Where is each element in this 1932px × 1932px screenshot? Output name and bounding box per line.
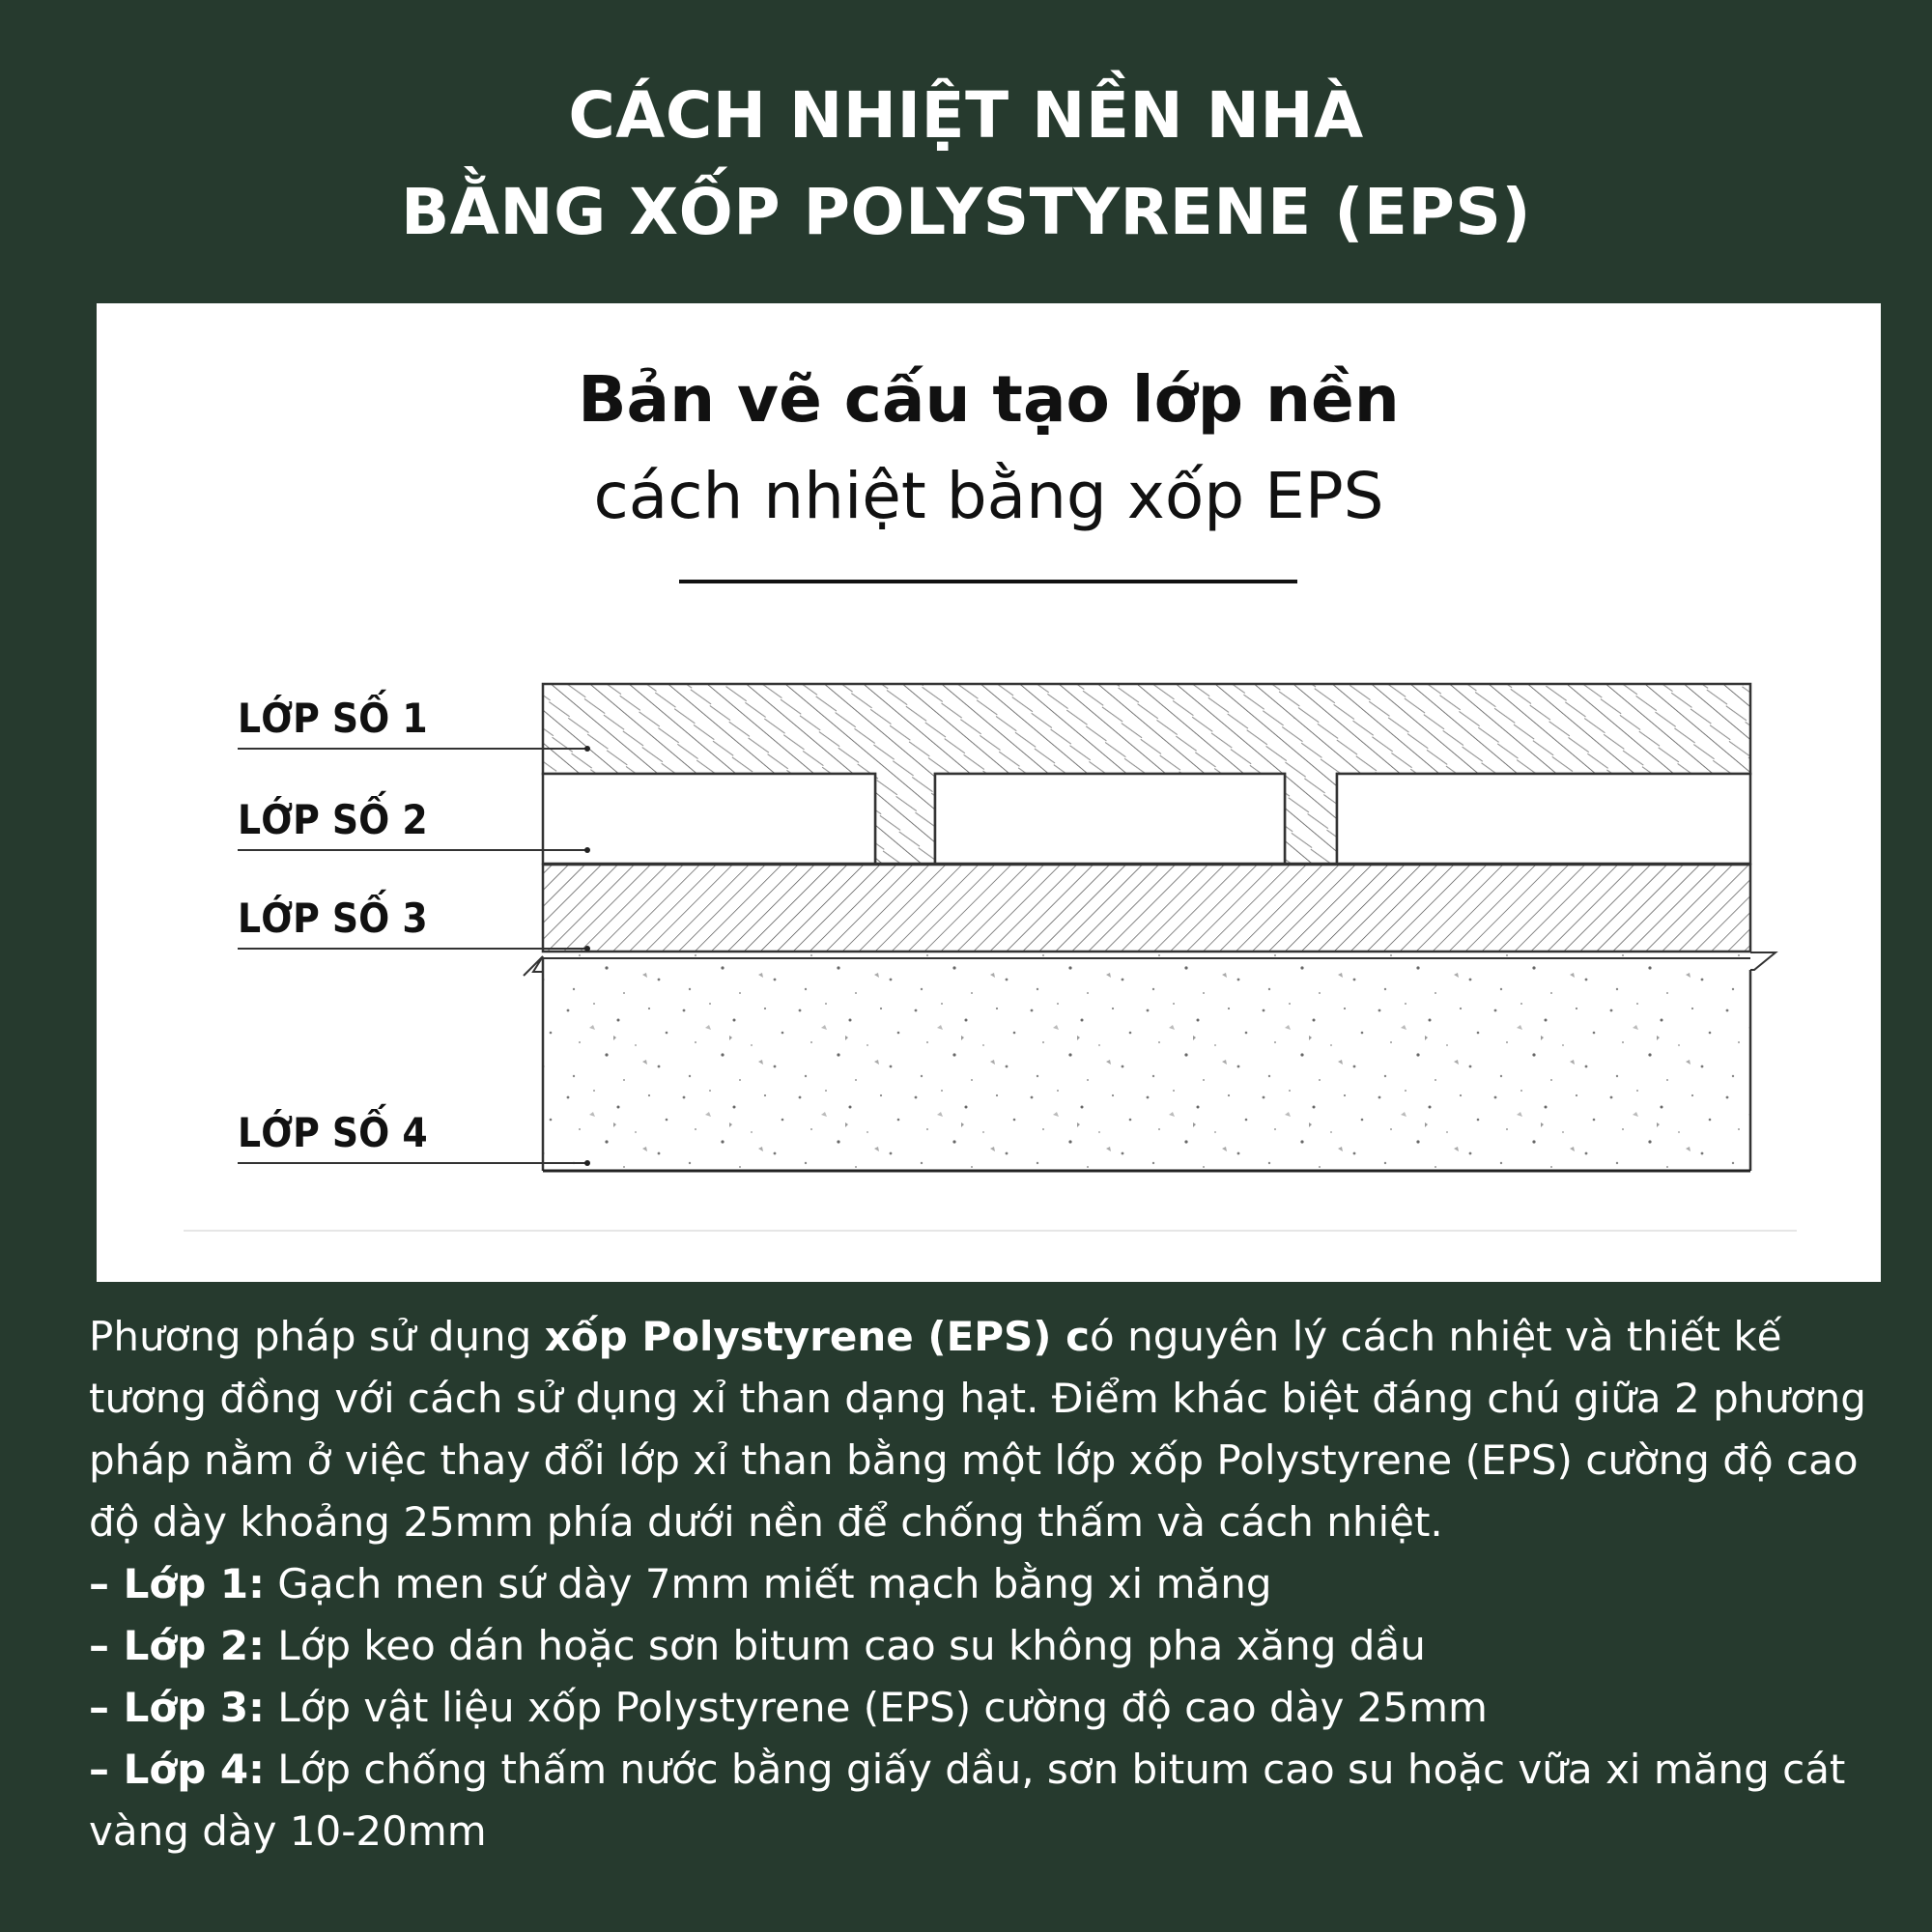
layer-item (89, 1739, 1905, 1862)
intro-bold-text: xốp Polystyrene (EPS) c (544, 1313, 1091, 1360)
layer-item-label: – Lớp 2: (89, 1622, 265, 1669)
layer-item (89, 1553, 1905, 1615)
layer-item (89, 1677, 1905, 1739)
layer-item-label: – Lớp 4: (89, 1746, 265, 1793)
page-title-line-1: CÁCH NHIỆT NỀN NHÀ (568, 78, 1364, 153)
description-intro (89, 1306, 1905, 1553)
layer-4-base (543, 954, 1750, 1171)
page-title-line-2: BẰNG XỐP POLYSTYRENE (EPS) (400, 175, 1532, 249)
layer-item-text: Lớp vật liệu xốp Polystyrene (EPS) cường độ cao dày 25mm (264, 1684, 1488, 1731)
layer-2-segment (543, 774, 875, 864)
diagram-title-bold: Bản vẽ cấu tạo lớp nền (578, 362, 1400, 437)
diagram-panel (97, 303, 1881, 1282)
break-mark-right (1750, 952, 1776, 970)
layer-cross-section-diagram (97, 303, 1881, 1282)
layer-item-label: – Lớp 3: (89, 1684, 265, 1731)
layer-item-label: – Lớp 1: (89, 1560, 265, 1607)
layer-item-text: Lớp keo dán hoặc sơn bitum cao su không pha xăng dầu (264, 1622, 1426, 1669)
layer-2-segment (1337, 774, 1750, 864)
layer-item (89, 1615, 1905, 1677)
layer-2-segment (935, 774, 1285, 864)
break-mark-left (524, 956, 543, 976)
page-title (0, 68, 1932, 261)
layer-label-3: LỚP SỐ 3 (238, 895, 428, 942)
diagram-title-regular: cách nhiệt bằng xốp EPS (593, 459, 1384, 533)
layer-item-text: Gạch men sứ dày 7mm miết mạch bằng xi măng (264, 1560, 1272, 1607)
intro-text-continued: ó nguyên lý cách nhiệt và thiết kế tương đồng với cách sử dụng xỉ than dạng hạt. Điểm khác biệt đáng chú giữa 2 phương pháp nằm ở việc thay đổi lớp xỉ than bằng một lớp xốp Polystyrene (EPS) cường độ cao độ dày khoảng 25mm phía dưới nền để chống thấm và cách nhiệt. (89, 1313, 1866, 1546)
layer-label-2: LỚP SỐ 2 (238, 796, 428, 843)
layer-3-eps (543, 865, 1750, 952)
layer-label-4: LỚP SỐ 4 (238, 1109, 428, 1156)
layer-item-text: Lớp chống thấm nước bằng giấy dầu, sơn bitum cao su hoặc vữa xi măng cát vàng dày 10-20mm (89, 1746, 1846, 1855)
description (89, 1306, 1905, 1862)
layer-label-1: LỚP SỐ 1 (238, 695, 428, 742)
intro-text: Phương pháp sử dụng (89, 1313, 545, 1360)
